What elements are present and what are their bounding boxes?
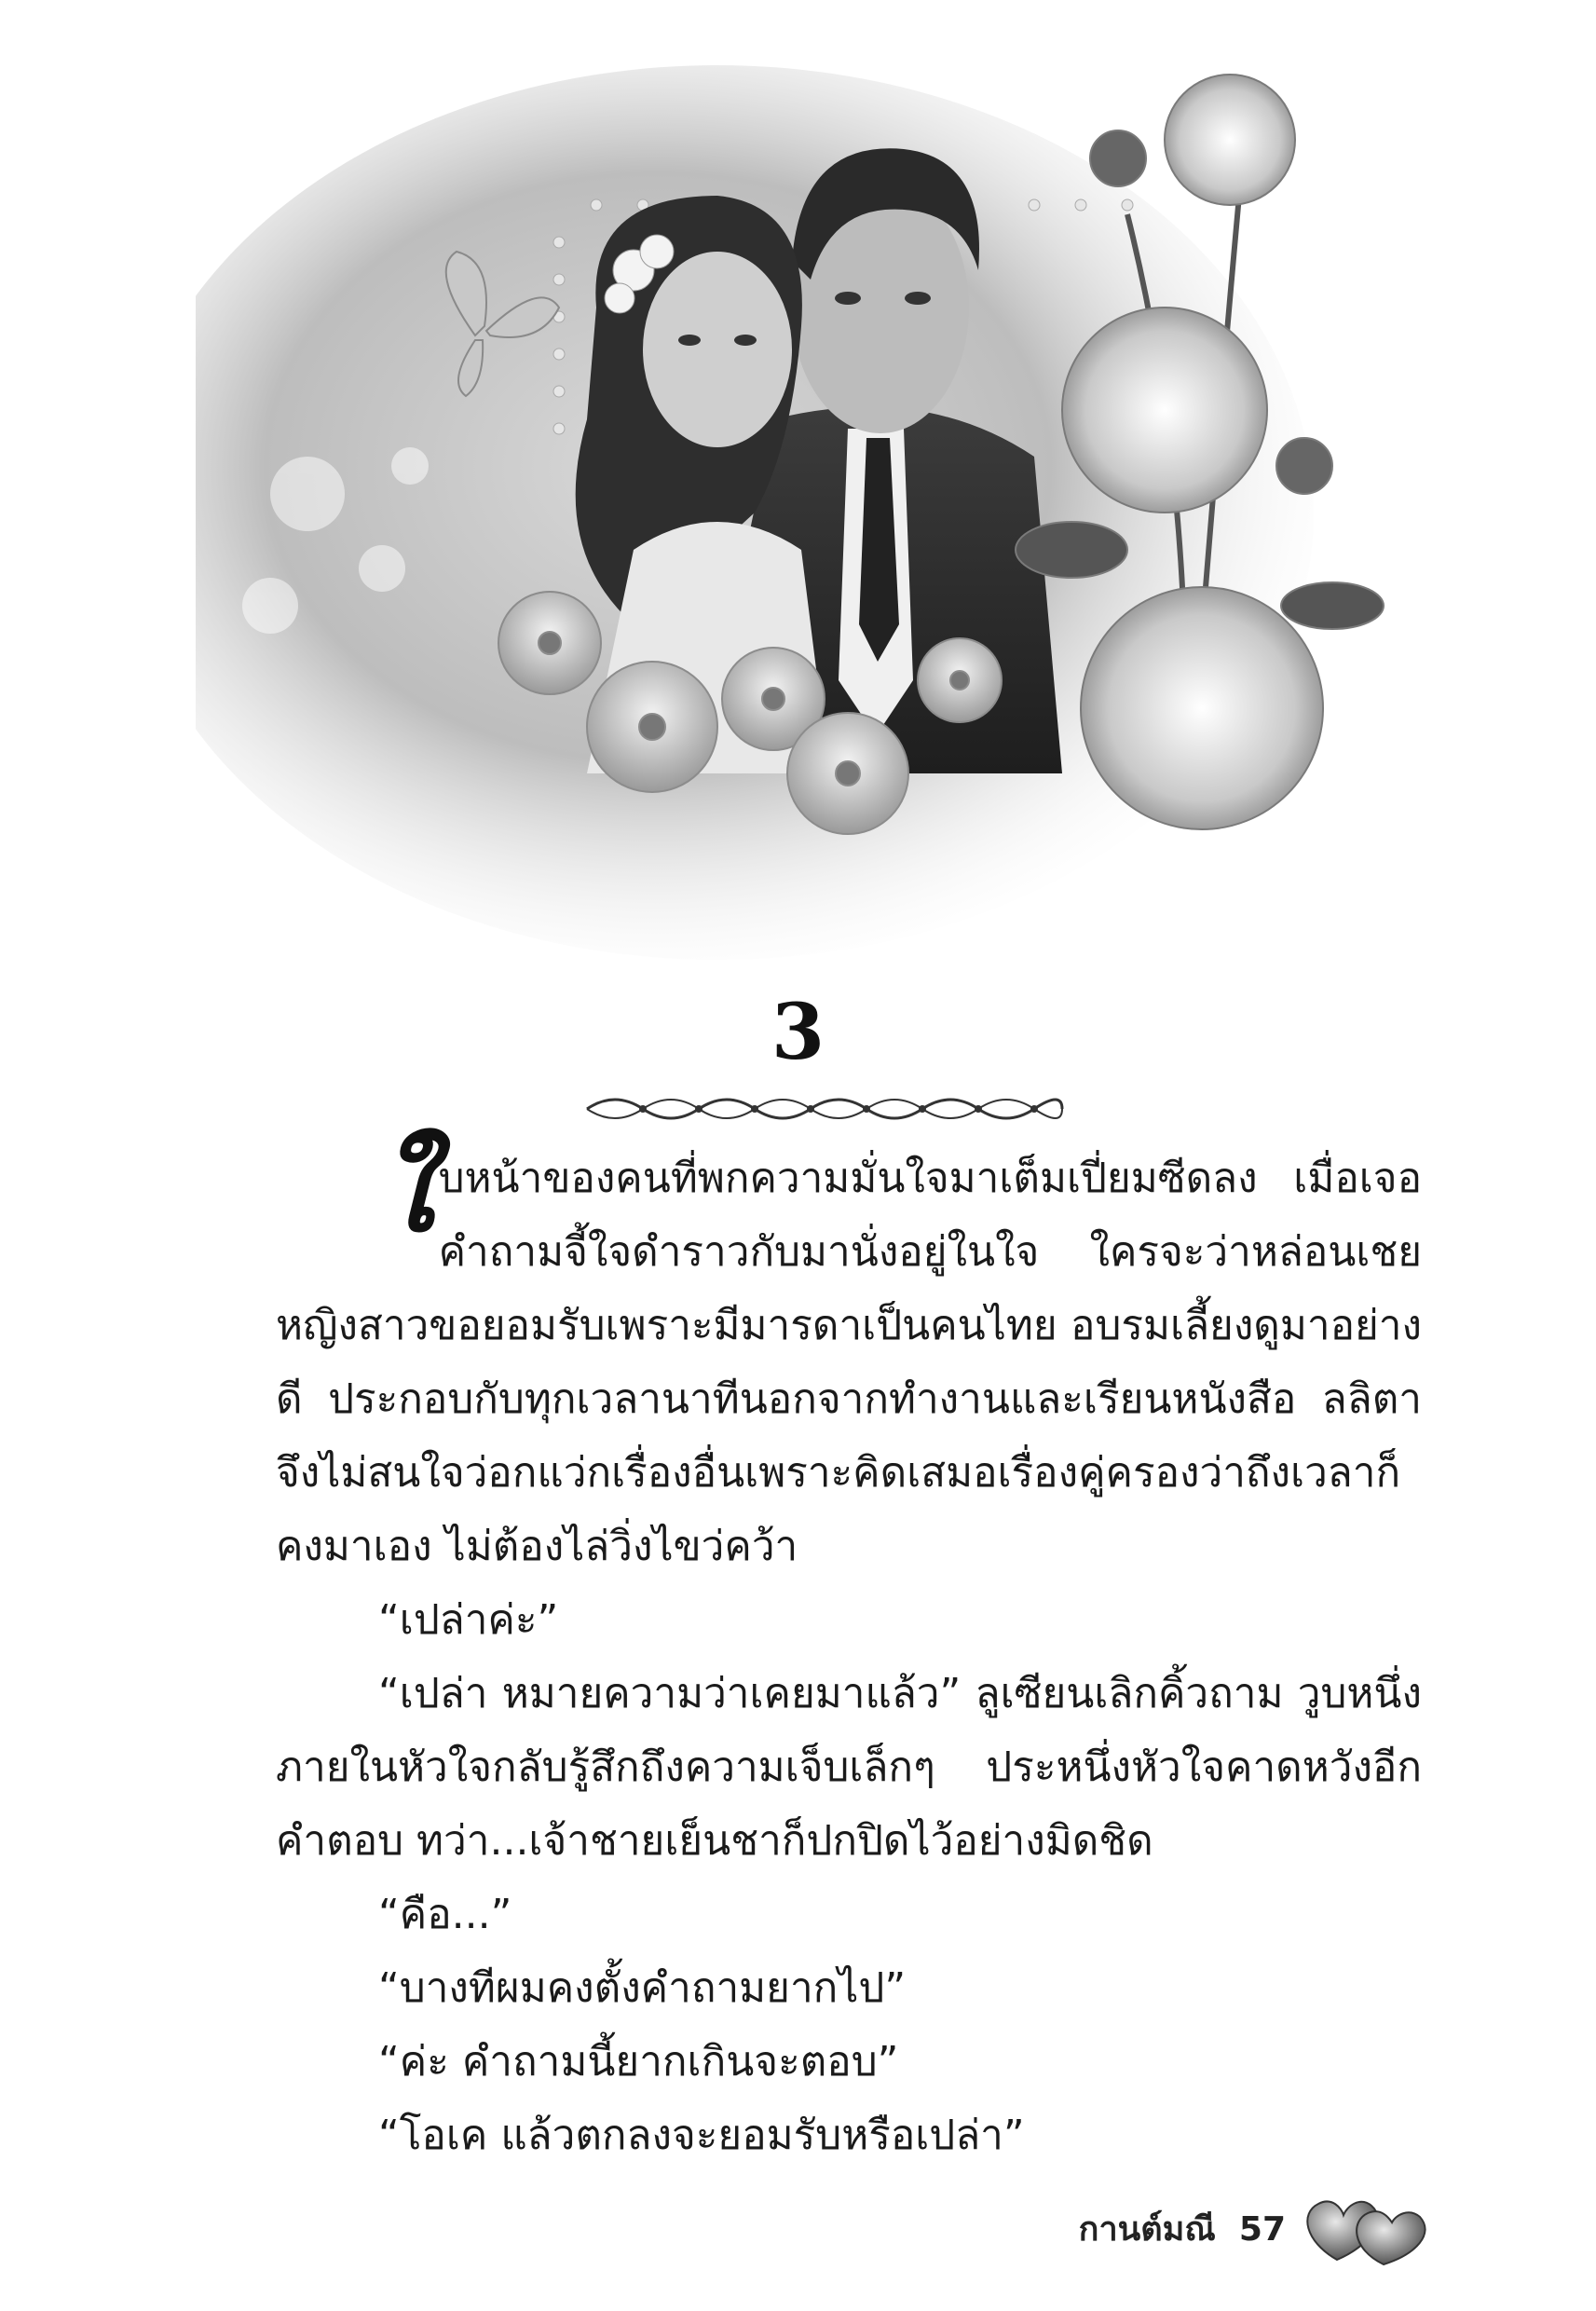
chapter-illustration <box>196 28 1444 969</box>
page-footer <box>1071 2185 1444 2269</box>
drop-cap: ใ <box>378 1126 433 1257</box>
chapter-number: 3 <box>771 988 825 1077</box>
paragraph-opening-text: บหน้าของคนที่พกความมั่นใจมาเต็มเปี่ยมซีดลง เมื่อเจอคำถามจี้ใจดำราวกับมานั่งอยู่ในใจ ใครจะว่าหล่อนเชย หญิงสาวขอยอมรับเพราะมีมารดาเป็นคนไทย อบรมเลี้ยงดูมาอย่างดี ประกอบกับทุกเวลานาทีนอกจากทำงานและเรียนหนังสือ ลลิตาจึงไม่สนใจว่อกแว่กเรื่องอื่นเพราะคิดเสมอเรื่องคู่ครองว่าถึงเวลาก็คงมาเอง ไม่ต้องไล่วิ่งไขว่คว้า <box>276 1155 1422 1570</box>
page-number: 57 <box>1238 2210 1286 2249</box>
dialogue-line: “คือ...” <box>378 1891 512 1938</box>
chapter-divider-ornament <box>578 1086 1071 1132</box>
paragraph-second: “เปล่า หมายความว่าเคยมาแล้ว” ลูเซียนเลิกคิ้วถาม วูบหนึ่งภายในหัวใจกลับรู้สึกถึงความเจ็บเล็กๆ ประหนึ่งหัวใจคาดหวังอีกคำตอบ ทว่า...เจ้าชายเย็นชาก็ปกปิดไว้อย่างมิดชิด <box>276 1670 1422 1865</box>
footer-text <box>1079 2202 1286 2255</box>
dialogue-line: “โอเค แล้วตกลงจะยอมรับหรือเปล่า” <box>378 2112 1025 2159</box>
hearts-icon <box>1295 2185 1435 2269</box>
paragraph-opening <box>276 1126 1422 1583</box>
dialogue-line: “บางทีผมคงตั้งคำถามยากไป” <box>378 1964 907 2012</box>
dialogue-line: “ค่ะ คำถามนี้ยากเกินจะตอบ” <box>378 2038 899 2085</box>
dialogue-line: “เปล่าค่ะ” <box>378 1596 559 1644</box>
book-title: กานต์มณี <box>1078 2210 1216 2249</box>
chapter-text <box>276 1126 1422 2172</box>
